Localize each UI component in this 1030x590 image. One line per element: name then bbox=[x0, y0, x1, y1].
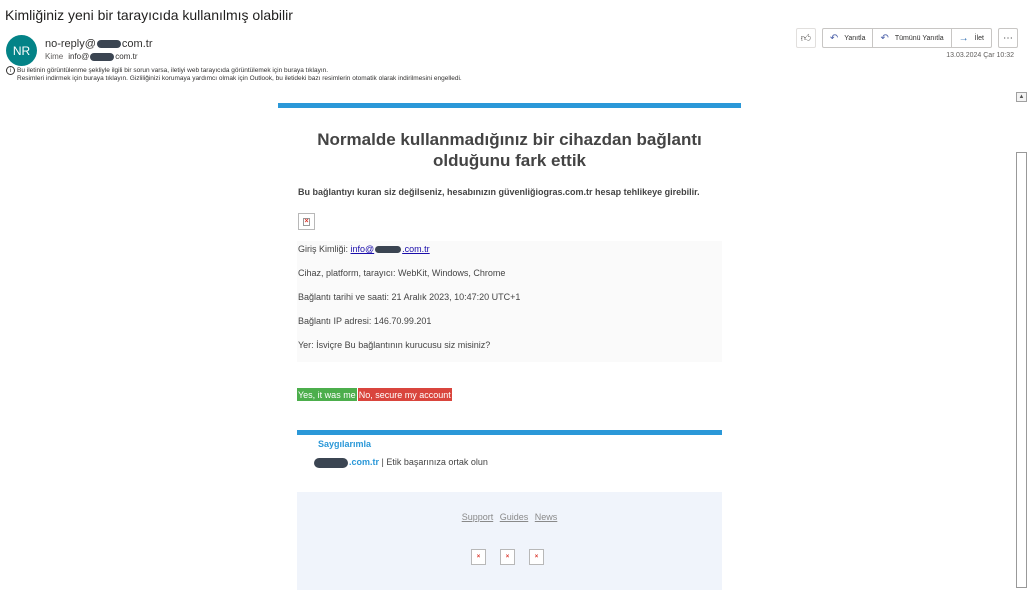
email-body bbox=[278, 103, 741, 590]
reply-button[interactable] bbox=[823, 29, 874, 47]
login-details bbox=[297, 241, 722, 362]
scroll-up-arrow-icon[interactable]: ▲ bbox=[1016, 92, 1027, 102]
redacted-mark bbox=[375, 246, 401, 253]
redacted-mark bbox=[90, 53, 114, 61]
info-line-1[interactable]: Bu iletinin görüntülenme şekliyle ilgili bir sorun varsa, iletiyi web tarayıcıda görüntülemek için buraya tıklayın. bbox=[17, 67, 329, 75]
message-date: 13.03.2024 Çar 10:32 bbox=[946, 52, 1014, 59]
forward-label: İlet bbox=[974, 34, 984, 42]
reply-all-button[interactable] bbox=[873, 29, 951, 47]
broken-image-icon[interactable]: × bbox=[529, 549, 544, 565]
sender-avatar[interactable]: NR bbox=[6, 35, 37, 66]
email-subject: Kimliğiniz yeni bir tarayıcıda kullanılmış olabilir bbox=[5, 7, 293, 23]
location-row: Yer: İsviçre Bu bağlantının kurucusu siz misiniz? bbox=[298, 340, 491, 350]
date-row: Bağlantı tarihi ve saati: 21 Aralık 2023, 10:47:20 UTC+1 bbox=[298, 292, 521, 302]
email-heading: Normalde kullanmadığınız bir cihazdan bağlantı olduğunu fark ettik bbox=[317, 130, 702, 170]
scrollbar-thumb[interactable] bbox=[1016, 152, 1027, 588]
sender-name-suffix: com.tr bbox=[121, 38, 153, 50]
login-id-row bbox=[298, 242, 722, 266]
redacted-mark bbox=[97, 40, 121, 48]
broken-image-icon: × bbox=[298, 213, 315, 230]
info-icon: i bbox=[6, 66, 15, 75]
recipient-prefix[interactable]: info@ bbox=[68, 52, 90, 61]
guides-link[interactable]: Guides bbox=[499, 511, 529, 522]
to-label: Kime bbox=[45, 52, 64, 61]
like-button[interactable] bbox=[796, 28, 816, 48]
brand-name: .com.tr bbox=[349, 457, 380, 467]
signature-tagline: | Etik başarınıza ortak olun bbox=[379, 457, 488, 467]
news-link[interactable]: News bbox=[534, 511, 558, 522]
device-row: Cihaz, platform, tarayıcı: WebKit, Windows, Chrome bbox=[298, 268, 506, 278]
vertical-scrollbar[interactable] bbox=[1016, 92, 1028, 590]
login-id-link[interactable] bbox=[351, 244, 430, 254]
regards-text: Saygılarımla bbox=[318, 439, 372, 449]
recipient-line bbox=[45, 52, 138, 61]
reply-all-icon: ↶ bbox=[880, 32, 889, 44]
ip-row: Bağlantı IP adresi: 146.70.99.201 bbox=[298, 316, 432, 326]
social-icons bbox=[471, 549, 558, 565]
recipient-suffix: com.tr bbox=[115, 52, 138, 61]
login-id-suffix: .com.tr bbox=[402, 244, 430, 254]
redacted-mark bbox=[314, 458, 348, 468]
email-footer bbox=[297, 492, 722, 590]
yes-it-was-me-button[interactable]: Yes, it was me bbox=[298, 390, 356, 400]
action-buttons bbox=[297, 388, 741, 401]
sender-address[interactable] bbox=[45, 38, 152, 50]
sender-name-prefix: no-reply@ bbox=[45, 38, 96, 50]
login-id-label: Giriş Kimliği: bbox=[298, 244, 351, 254]
footer-links bbox=[297, 512, 722, 522]
login-id-prefix: info@ bbox=[350, 244, 375, 254]
forward-button[interactable] bbox=[952, 29, 991, 47]
reply-icon: ↶ bbox=[829, 32, 839, 44]
info-bar[interactable] bbox=[6, 66, 462, 83]
thumbs-up-icon: 👍︎ bbox=[800, 33, 812, 44]
reply-label: Yanıtla bbox=[844, 34, 866, 42]
forward-icon: → bbox=[958, 32, 969, 44]
signature bbox=[313, 457, 741, 468]
secure-account-button[interactable]: No, secure my account bbox=[358, 390, 451, 400]
broken-image-icon[interactable]: × bbox=[500, 549, 515, 565]
top-accent-bar bbox=[278, 103, 741, 108]
support-link[interactable]: Support bbox=[461, 511, 494, 522]
section-divider bbox=[297, 430, 722, 435]
email-warning-text: Bu bağlantıyı kuran siz değilseniz, hesabınızın güvenliğiogras.com.tr hesap tehlikeye girebilir. bbox=[298, 187, 700, 197]
reply-all-label: Tümünü Yanıtla bbox=[894, 34, 944, 42]
reply-group bbox=[822, 28, 992, 48]
info-line-2[interactable]: Resimleri indirmek için buraya tıklayın. Gizliliğinizi korumaya yardımcı olmak için Outlook, bu iletideki bazı resimlerin otomatik olarak indirilmesini engelledi. bbox=[17, 75, 462, 83]
broken-image-icon[interactable]: × bbox=[471, 549, 486, 565]
more-actions-button[interactable]: ⋯ bbox=[998, 28, 1018, 48]
message-toolbar bbox=[796, 28, 1018, 48]
